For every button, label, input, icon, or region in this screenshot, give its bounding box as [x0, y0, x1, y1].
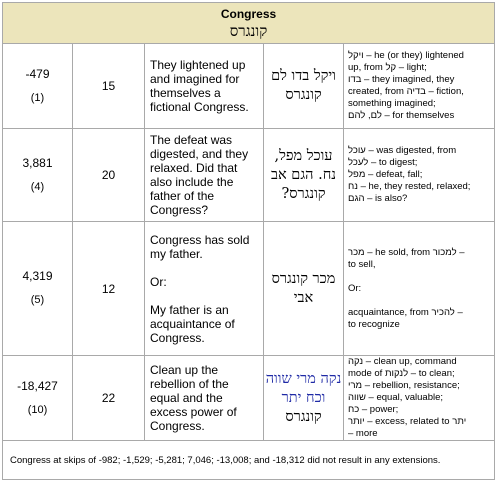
rows-value: 22 — [73, 356, 145, 441]
hebrew-line: ויקל בדו לם — [271, 68, 336, 84]
spacer — [348, 271, 492, 283]
gloss-line: created, from בדיה – fiction, — [348, 86, 464, 97]
translation-line: themselves a — [150, 86, 221, 100]
translation-line: Congress? — [150, 203, 209, 217]
skip-value: -479 — [25, 66, 50, 81]
gloss-line: לעכל – to digest; — [348, 157, 418, 168]
gloss-line: נקה – clean up, command — [348, 356, 457, 367]
table-row — [3, 44, 495, 129]
gloss-line: to sell, — [348, 258, 376, 270]
hebrew-line: וכח יתר — [281, 389, 326, 406]
translation-line: Clean up the — [150, 363, 219, 377]
spacer — [150, 289, 259, 303]
gloss-line: up, from קל – light; — [348, 62, 427, 73]
gloss-line: מכר – he sold, from למכור – — [348, 246, 465, 258]
translation-line: Congress has sold — [150, 232, 250, 247]
footnote: Congress at skips of -982; -1,529; -5,281; 7,046; -13,008; and -18,312 did not result in any extensions. — [3, 441, 495, 480]
gloss-line: acquaintance, from להכיר – — [348, 306, 463, 318]
skip-cell — [3, 129, 73, 222]
rows-value: 12 — [73, 222, 145, 356]
gloss-line: מפל – defeat, fall; — [348, 169, 423, 180]
gloss-cell — [344, 222, 495, 356]
gloss-line: something imagined; — [348, 98, 436, 109]
spacer — [348, 295, 492, 307]
gloss-line: לם, להם – for themselves — [348, 110, 455, 121]
skip-cell — [3, 222, 73, 356]
hebrew-line: אבי — [293, 289, 314, 306]
rank-value: (4) — [30, 180, 45, 193]
gloss-line: ויקל – he (or they) lightened — [348, 50, 464, 61]
translation-line: The defeat was — [150, 133, 233, 147]
translation-line: father of the — [150, 189, 215, 203]
gloss-line: to recognize — [348, 318, 400, 330]
gloss-line: Or: — [348, 282, 362, 294]
gloss-line: בדו – they imagined, they — [348, 74, 455, 85]
translation-cell — [145, 44, 264, 129]
translation-line: Or: — [150, 274, 167, 289]
translation-line: my father. — [150, 246, 203, 261]
hebrew-line: קונגרס — [285, 408, 322, 425]
translation-cell — [145, 356, 264, 441]
table-row — [3, 129, 495, 222]
rows-value: 20 — [73, 129, 145, 222]
rank-value: (5) — [30, 294, 45, 306]
rank-value: (1) — [30, 91, 45, 104]
gloss-line: mode of לנקות – to clean; — [348, 368, 455, 379]
hebrew-cell — [264, 44, 344, 129]
skip-value: -18,427 — [17, 378, 58, 393]
gloss-cell — [344, 129, 495, 222]
translation-line: Congress. — [150, 419, 205, 433]
gloss-line: נח – he, they rested, relaxed; — [348, 181, 471, 192]
gloss-cell — [344, 356, 495, 441]
translation-line: also include the — [150, 175, 234, 189]
congress-table — [2, 2, 495, 480]
skip-cell — [3, 44, 73, 129]
translation-line: Congress. — [150, 330, 205, 345]
hebrew-line: מכר קונגרס — [271, 270, 336, 287]
hebrew-cell — [264, 356, 344, 441]
gloss-line: שווה – equal, valuable; — [348, 392, 444, 403]
hebrew-line: קונגרס — [285, 87, 322, 103]
hebrew-line: נקה מרי שווה — [265, 370, 342, 387]
translation-line: acquaintance of — [150, 316, 235, 331]
translation-line: relaxed. Did that — [150, 161, 238, 175]
table-row — [3, 356, 495, 441]
skip-value: 3,881 — [22, 155, 53, 170]
rows-value: 15 — [73, 44, 145, 129]
gloss-line: הגם – is also? — [348, 193, 408, 204]
gloss-line: עוכל – was digested, from — [348, 145, 457, 156]
hebrew-cell — [264, 129, 344, 222]
table-title: Congress — [220, 6, 277, 21]
translation-line: digested, and they — [150, 147, 249, 161]
gloss-line: – more — [348, 428, 378, 439]
gloss-cell — [344, 44, 495, 129]
hebrew-line: עוכל מפל, — [274, 147, 333, 164]
hebrew-line: קונגרס? — [281, 185, 326, 202]
translation-line: rebellion of the — [150, 377, 229, 391]
translation-line: excess power of — [150, 405, 237, 419]
skip-cell — [3, 356, 73, 441]
translation-cell — [145, 222, 264, 356]
translation-line: They lightened up — [150, 58, 246, 72]
table-hebrew-title: קונגרס — [229, 21, 268, 40]
gloss-line: יותר – excess, related to יתר — [348, 416, 467, 427]
gloss-line: מרי – rebellion, resistance; — [348, 380, 460, 391]
table-header — [3, 3, 495, 44]
hebrew-cell — [264, 222, 344, 356]
rank-value: (10) — [27, 403, 48, 416]
translation-line: My father is an — [150, 302, 229, 317]
skip-value: 4,319 — [22, 269, 53, 283]
translation-cell — [145, 129, 264, 222]
translation-line: and imagined for — [150, 72, 240, 86]
hebrew-line: נח. הגם אב — [271, 166, 336, 183]
gloss-line: כח – power; — [348, 404, 399, 415]
spacer — [150, 261, 259, 275]
translation-line: equal and the — [150, 391, 223, 405]
translation-line: fictional Congress. — [150, 100, 249, 114]
table-row — [3, 222, 495, 356]
